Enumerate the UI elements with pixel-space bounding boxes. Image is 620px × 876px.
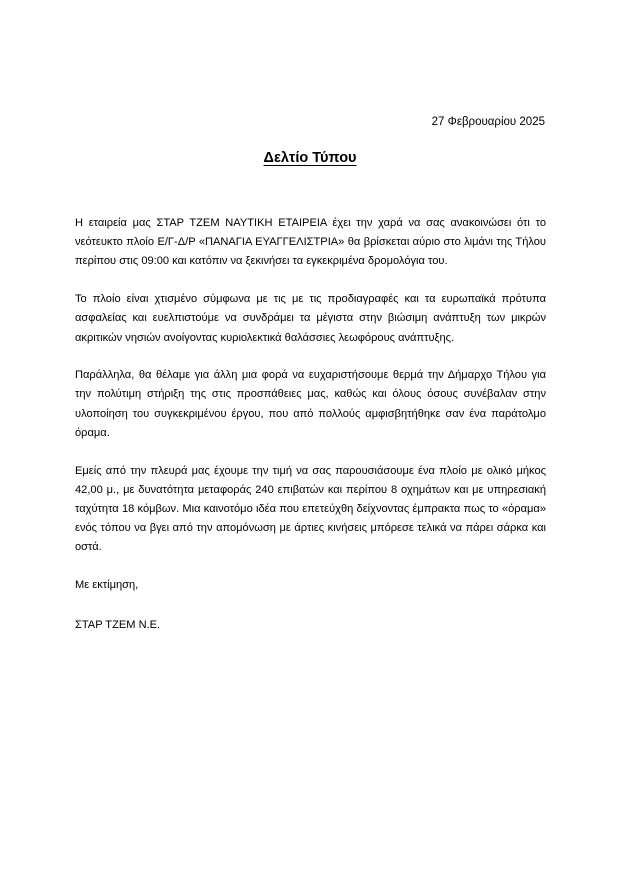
- document-title: Δελτίο Τύπου: [263, 150, 357, 166]
- paragraph-specifications: Το πλοίο είναι χτισμένο σύμφωνα με τις με τις προδιαγραφές και τα ευρωπαϊκά πρότυπα ασφαλείας και ευελπιστούμε να συνδράμει τα μέγιστα στην βιώσιμη ανάπτυξη των μικρών ακριτικών νησιών ανοίγοντας κυριολεκτικά θαλάσσιες λεωφόρους ανάπτυξης.: [75, 293, 546, 344]
- document-date: 27 Φεβρουαρίου 2025: [431, 116, 545, 128]
- document-body: [75, 214, 546, 635]
- signature: ΣΤΑΡ ΤΖΕΜ Ν.Ε.: [75, 619, 161, 632]
- paragraph-thanks: Παράλληλα, θα θέλαμε για άλλη μια φορά να ευχαριστήσουμε θερμά την Δήμαρχο Τήλου για την πολύτιμη στήριξη της στις προσπάθειες μας, καθώς και όλους όσους συνέβαλαν στην υλοποίηση του συγκεκριμένου έργου, που από πολλούς αμφισβητήθηκε σαν ένα παράτολμο όραμα.: [75, 369, 546, 439]
- closing-salutation: Με εκτίμηση,: [75, 579, 139, 592]
- paragraph-vessel-details: Εμείς από την πλευρά μας έχουμε την τιμή να σας παρουσιάσουμε ένα πλοίο με ολικό μήκος 42,00 μ., με δυνατότητα μεταφοράς 240 επιβατών και περίπου 8 οχημάτων και με υπηρεσιακή ταχύτητα 18 κόμβων. Μια καινοτόμο ιδέα που επετεύχθη δείχνοντας έμπρακτα πως το «όραμα» ενός τόπου να βγει από την απομόνωση με άρτιες κινήσεις μπόρεσε τελικά να πάρει σάρκα και οστά.: [75, 464, 546, 554]
- paragraph-announcement: Η εταιρεία μας ΣΤΑΡ ΤΖΕΜ ΝΑΥΤΙΚΗ ΕΤΑΙΡΕΙΑ έχει την χαρά να σας ανακοινώσει ότι το νεότευκτο πλοίο Ε/Γ-Δ/Ρ «ΠΑΝΑΓΙΑ ΕΥΑΓΓΕΛΙΣΤΡΙΑ» θα βρίσκεται αύριο στο λιμάνι της Τήλου περίπου στις 09:00 και κατόπιν να ξεκινήσει τα εγκεκριμένα δρομολόγια του.: [75, 217, 546, 268]
